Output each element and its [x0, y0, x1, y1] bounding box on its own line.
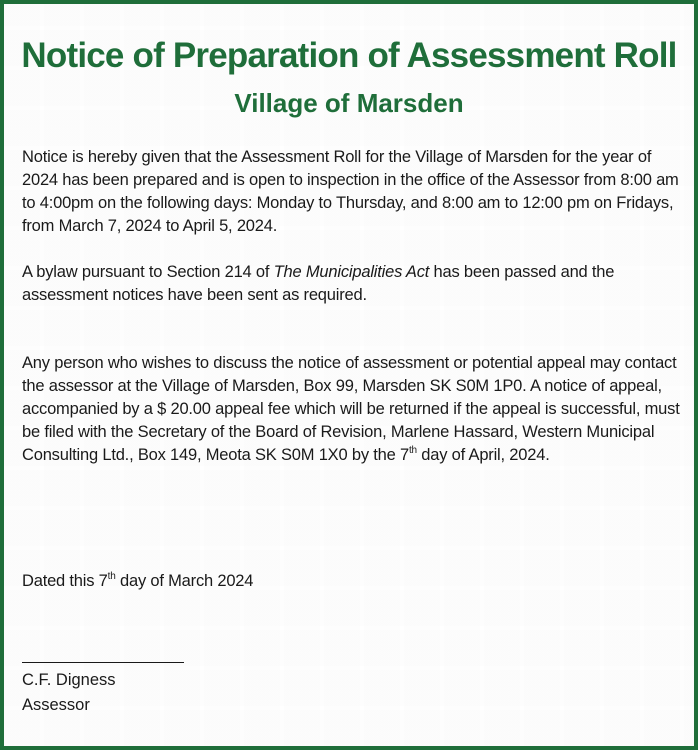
- notice-title: Notice of Preparation of Assessment Roll: [21, 36, 677, 75]
- paragraph-inspection: [22, 146, 686, 238]
- paragraph-bylaw-text: [22, 261, 686, 307]
- dated-text: [22, 570, 686, 593]
- paragraph-appeal: [22, 352, 686, 467]
- bylaw-text-before: A bylaw pursuant to Section 214 of: [22, 263, 274, 281]
- paragraph-bylaw: [22, 261, 686, 307]
- paragraph-inspection-text: Notice is hereby given that the Assessment Roll for the Village of Marsden for the year of 2024 has been prepared and is open to inspection in the office of the Assessor from 8:00 am to 4:00pm on the following days: Monday to Thursday, and 8:00 am to 12:00 pm on Fridays, from March 7, 2024 to April 5, 2024.: [22, 148, 679, 235]
- paragraph-appeal-text: [22, 352, 686, 467]
- signer-name: C.F. Digness: [22, 671, 116, 689]
- appeal-text-after: day of April, 2024.: [416, 446, 550, 464]
- notice-subtitle: Village of Marsden: [234, 88, 464, 118]
- dated-before: Dated this 7: [22, 572, 108, 590]
- appeal-text-before: Any person who wishes to discuss the notice of assessment or potential appeal may contact the assessor at the Village of Marsden, Box 99, Marsden SK S0M 1P0. A notice of appeal, accompanied by a $ 20.00 appeal fee which will be returned if the appeal is successful, must be filed with the Secretary of the Board of Revision, Marlene Hassard, Western Municipal Consulting Ltd., Box 149, Meota SK S0M 1X0 by the 7: [22, 354, 680, 464]
- signer-role: Assessor: [22, 696, 90, 714]
- appeal-ordinal-suffix: th: [408, 444, 417, 456]
- dated-line: [22, 570, 686, 593]
- dated-ordinal-suffix: th: [107, 570, 116, 582]
- bylaw-text-after: has been passed and the assessment notices have been sent as required.: [22, 263, 615, 304]
- act-name: The Municipalities Act: [273, 263, 430, 281]
- signature-line: [22, 662, 184, 663]
- dated-after: day of March 2024: [115, 572, 254, 590]
